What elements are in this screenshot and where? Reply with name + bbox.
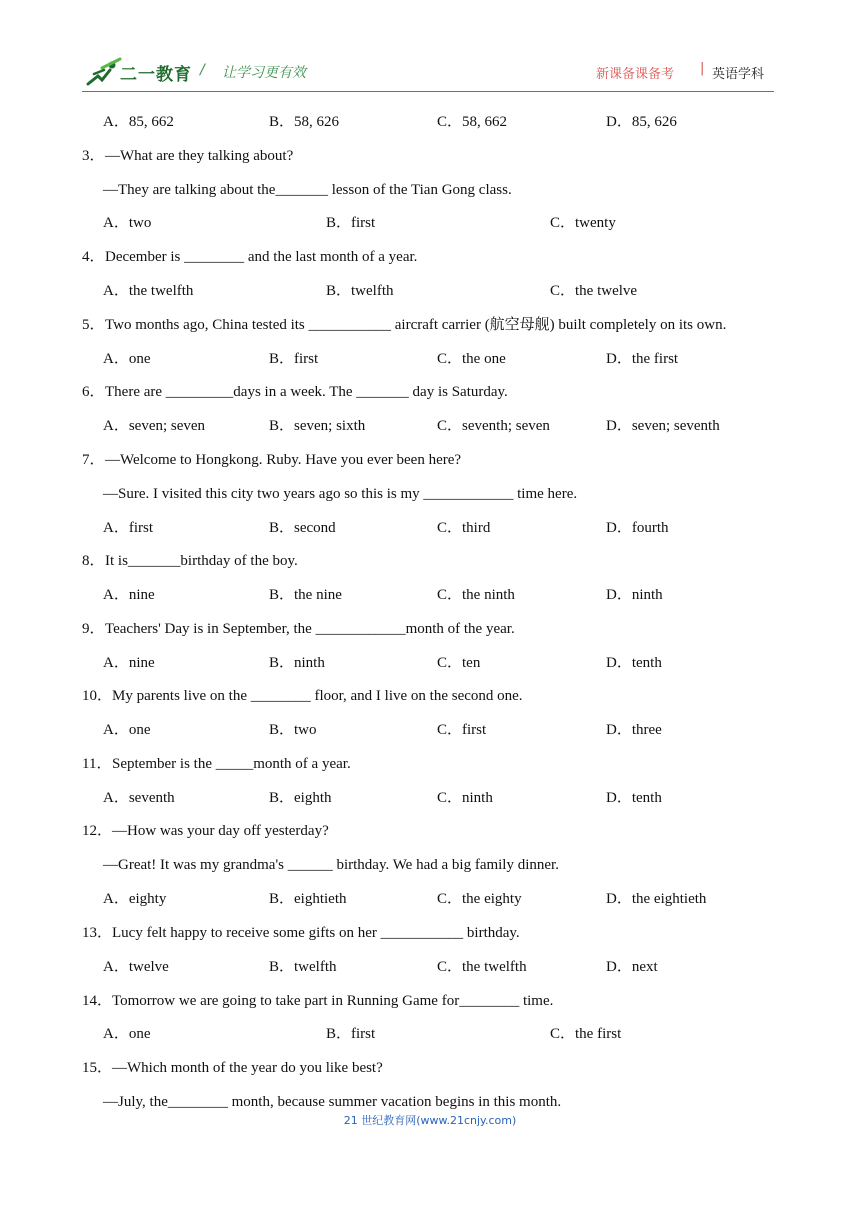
question-text: It is_______birthday of the boy. <box>105 553 298 569</box>
question-number: 3． <box>82 148 105 164</box>
question-text: December is ________ and the last month of a year. <box>105 249 418 265</box>
question-text: Lucy felt happy to receive some gifts on her ___________ birthday. <box>112 925 520 941</box>
option-d: D．tenth <box>606 790 662 806</box>
option-a: A．85, 662 <box>103 114 174 130</box>
dialog-text: —They are talking about the_______ lesson of the Tian Gong class. <box>103 182 512 198</box>
option-c: C．the first <box>550 1026 622 1042</box>
option-b: B．58, 626 <box>269 114 340 130</box>
question-text: My parents live on the ________ floor, and I live on the second one. <box>112 688 523 704</box>
header-separator: | <box>700 61 705 76</box>
question-number: 8． <box>82 553 105 569</box>
question-number: 9． <box>82 621 105 637</box>
option-a: A．seventh <box>103 790 175 806</box>
question-text: There are _________days in a week. The _______ day is Saturday. <box>105 384 508 400</box>
header-divider <box>82 91 774 92</box>
question-text: Two months ago, China tested its ___________ aircraft carrier (航空母舰) built completely on its own. <box>105 317 727 333</box>
option-c: C．the ninth <box>437 587 515 603</box>
question-text: Teachers' Day is in September, the ____________month of the year. <box>105 621 515 637</box>
option-a: A．nine <box>103 587 155 603</box>
question-text: —How was your day off yesterday? <box>112 823 329 839</box>
dialog-text: —Great! It was my grandma's ______ birthday. We had a big family dinner. <box>103 857 559 873</box>
course-label: 新课备课备考 <box>596 67 675 82</box>
option-d: D．tenth <box>606 655 662 671</box>
question-text: —Which month of the year do you like best? <box>112 1060 383 1076</box>
option-c: C．first <box>437 722 487 738</box>
option-d: D．three <box>606 722 662 738</box>
option-b: B．the nine <box>269 587 342 603</box>
option-d: D．the first <box>606 351 679 367</box>
option-c: C．the twelve <box>550 283 638 299</box>
option-b: B．ninth <box>269 655 325 671</box>
question-number: 15． <box>82 1060 113 1076</box>
page-header <box>0 0 860 100</box>
question-text: Tomorrow we are going to take part in Running Game for________ time. <box>112 993 554 1009</box>
option-b: B．twelfth <box>326 283 394 299</box>
question-number: 11． <box>82 756 112 772</box>
question-text: —What are they talking about? <box>105 148 294 164</box>
option-a: A．nine <box>103 655 155 671</box>
option-b: B．two <box>269 722 317 738</box>
slogan: 让学习更有效 <box>222 65 306 81</box>
option-b: B．first <box>326 215 376 231</box>
option-b: B．first <box>269 351 319 367</box>
slogan-slash: / <box>200 62 205 78</box>
option-a: A．eighty <box>103 891 167 907</box>
subject-label: 英语学科 <box>712 67 765 82</box>
option-b: B．eighth <box>269 790 332 806</box>
option-d: D．85, 626 <box>606 114 677 130</box>
question-number: 4． <box>82 249 105 265</box>
option-a: A．one <box>103 722 151 738</box>
option-a: A．first <box>103 520 153 536</box>
question-number: 10． <box>82 688 113 704</box>
option-c: C．ninth <box>437 790 493 806</box>
question-number: 7． <box>82 452 105 468</box>
page-footer: 21 世纪教育网(www.21cnjy.com) <box>343 1114 517 1127</box>
option-c: C．the twelfth <box>437 959 527 975</box>
option-c: C．the eighty <box>437 891 522 907</box>
option-c: C．seventh; seven <box>437 418 550 434</box>
option-a: A．the twelfth <box>103 283 194 299</box>
option-d: D．next <box>606 959 658 975</box>
option-c: C．ten <box>437 655 481 671</box>
question-text: —Welcome to Hongkong. Ruby. Have you ever been here? <box>105 452 462 468</box>
dialog-text: —July, the________ month, because summer vacation begins in this month. <box>103 1094 562 1110</box>
option-c: C．58, 662 <box>437 114 508 130</box>
option-b: B．twelfth <box>269 959 337 975</box>
option-b: B．second <box>269 520 336 536</box>
question-number: 6． <box>82 384 105 400</box>
option-d: D．the eightieth <box>606 891 707 907</box>
question-number: 5． <box>82 317 105 333</box>
question-number: 14． <box>82 993 113 1009</box>
dialog-text: —Sure. I visited this city two years ago so this is my ____________ time here. <box>103 486 578 502</box>
question-number: 12． <box>82 823 113 839</box>
option-d: D．fourth <box>606 520 669 536</box>
logo-text: 二一教育 <box>120 65 192 85</box>
option-d: D．ninth <box>606 587 663 603</box>
question-text: September is the _____month of a year. <box>112 756 351 772</box>
option-a: A．one <box>103 351 151 367</box>
option-b: B．first <box>326 1026 376 1042</box>
option-a: A．seven; seven <box>103 418 206 434</box>
option-d: D．seven; seventh <box>606 418 720 434</box>
option-c: C．third <box>437 520 491 536</box>
option-a: A．two <box>103 215 152 231</box>
option-c: C．the one <box>437 351 506 367</box>
option-b: B．seven; sixth <box>269 418 366 434</box>
option-c: C．twenty <box>550 215 616 231</box>
option-a: A．twelve <box>103 959 169 975</box>
question-number: 13． <box>82 925 113 941</box>
option-a: A．one <box>103 1026 151 1042</box>
option-b: B．eightieth <box>269 891 347 907</box>
